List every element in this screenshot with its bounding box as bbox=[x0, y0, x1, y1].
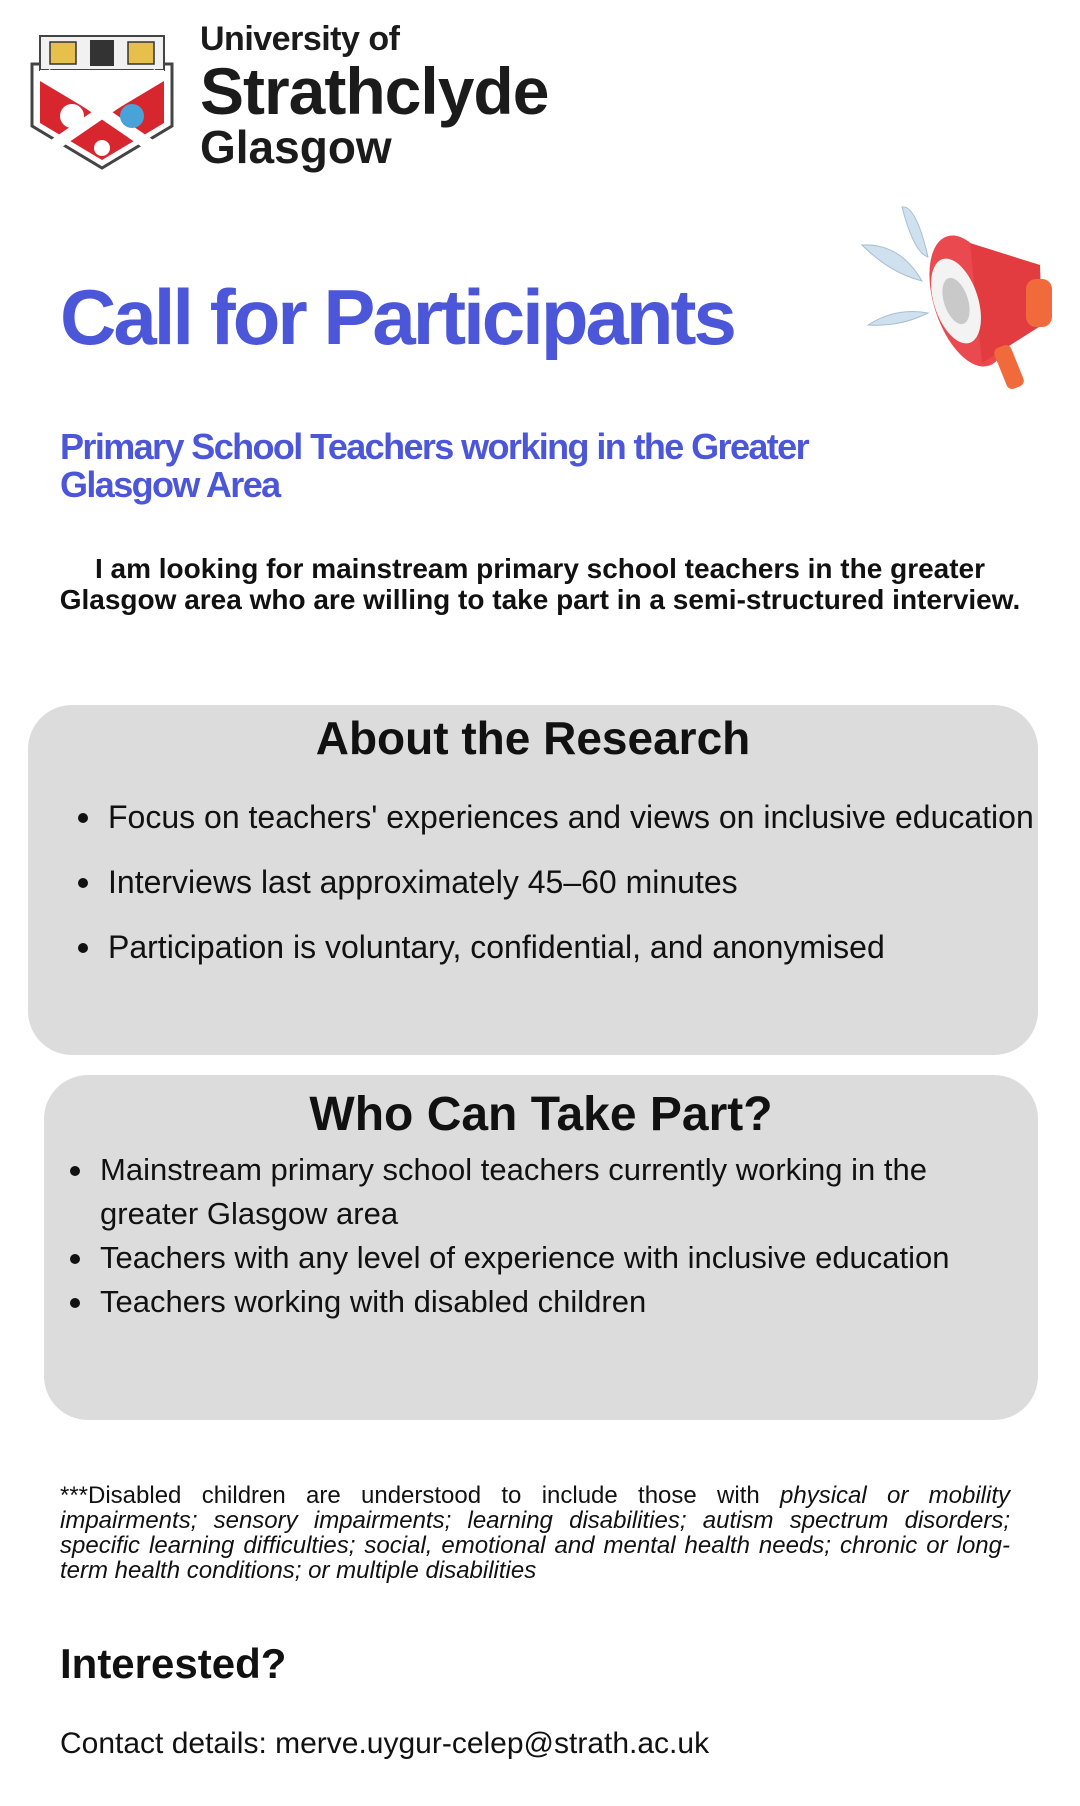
footnote-italic: physical or mobility impairments; sensory impairments; learning disabilities; autism spectrum disorders; specific learning difficulties; social, emotional and mental health needs; chronic or long-term health conditions; or multiple disabilities bbox=[60, 1482, 1010, 1584]
disability-footnote bbox=[60, 1483, 1010, 1583]
contact-details[interactable]: Contact details: merve.uygur-celep@strath.ac.uk bbox=[60, 1727, 710, 1760]
university-line3: Glasgow bbox=[200, 121, 392, 173]
university-crest-logo bbox=[22, 26, 182, 176]
list-item: Interviews last approximately 45–60 minutes bbox=[78, 850, 1038, 915]
who-can-take-part-heading: Who Can Take Part? bbox=[309, 1088, 773, 1141]
list-item: Teachers with any level of experience with inclusive education bbox=[70, 1236, 1030, 1280]
list-item: Participation is voluntary, confidential, and anonymised bbox=[78, 915, 1038, 980]
about-research-list bbox=[78, 785, 1038, 980]
megaphone-icon bbox=[850, 195, 1065, 400]
intro-text: I am looking for mainstream primary school teachers in the greater Glasgow area who are willing to take part in a semi-structured interview. bbox=[59, 553, 1021, 615]
footnote-lead: ***Disabled children are understood to include those with bbox=[60, 1482, 781, 1509]
list-item: Teachers working with disabled children bbox=[70, 1280, 1030, 1324]
page-title: Call for Participants bbox=[60, 273, 734, 361]
who-can-take-part-list bbox=[70, 1148, 1030, 1324]
university-line1: University of bbox=[200, 20, 400, 58]
about-research-card bbox=[28, 705, 1038, 1055]
who-can-take-part-card bbox=[44, 1075, 1038, 1420]
list-item: Mainstream primary school teachers currently working in the greater Glasgow area bbox=[70, 1148, 1030, 1236]
interested-heading: Interested? bbox=[60, 1640, 287, 1687]
subtitle: Primary School Teachers working in the Greater Glasgow Area bbox=[60, 426, 809, 505]
about-research-heading: About the Research bbox=[315, 712, 751, 764]
university-line2: Strathclyde bbox=[200, 54, 549, 128]
list-item: Focus on teachers' experiences and views on inclusive education bbox=[78, 785, 1038, 850]
university-wordmark bbox=[200, 20, 549, 173]
